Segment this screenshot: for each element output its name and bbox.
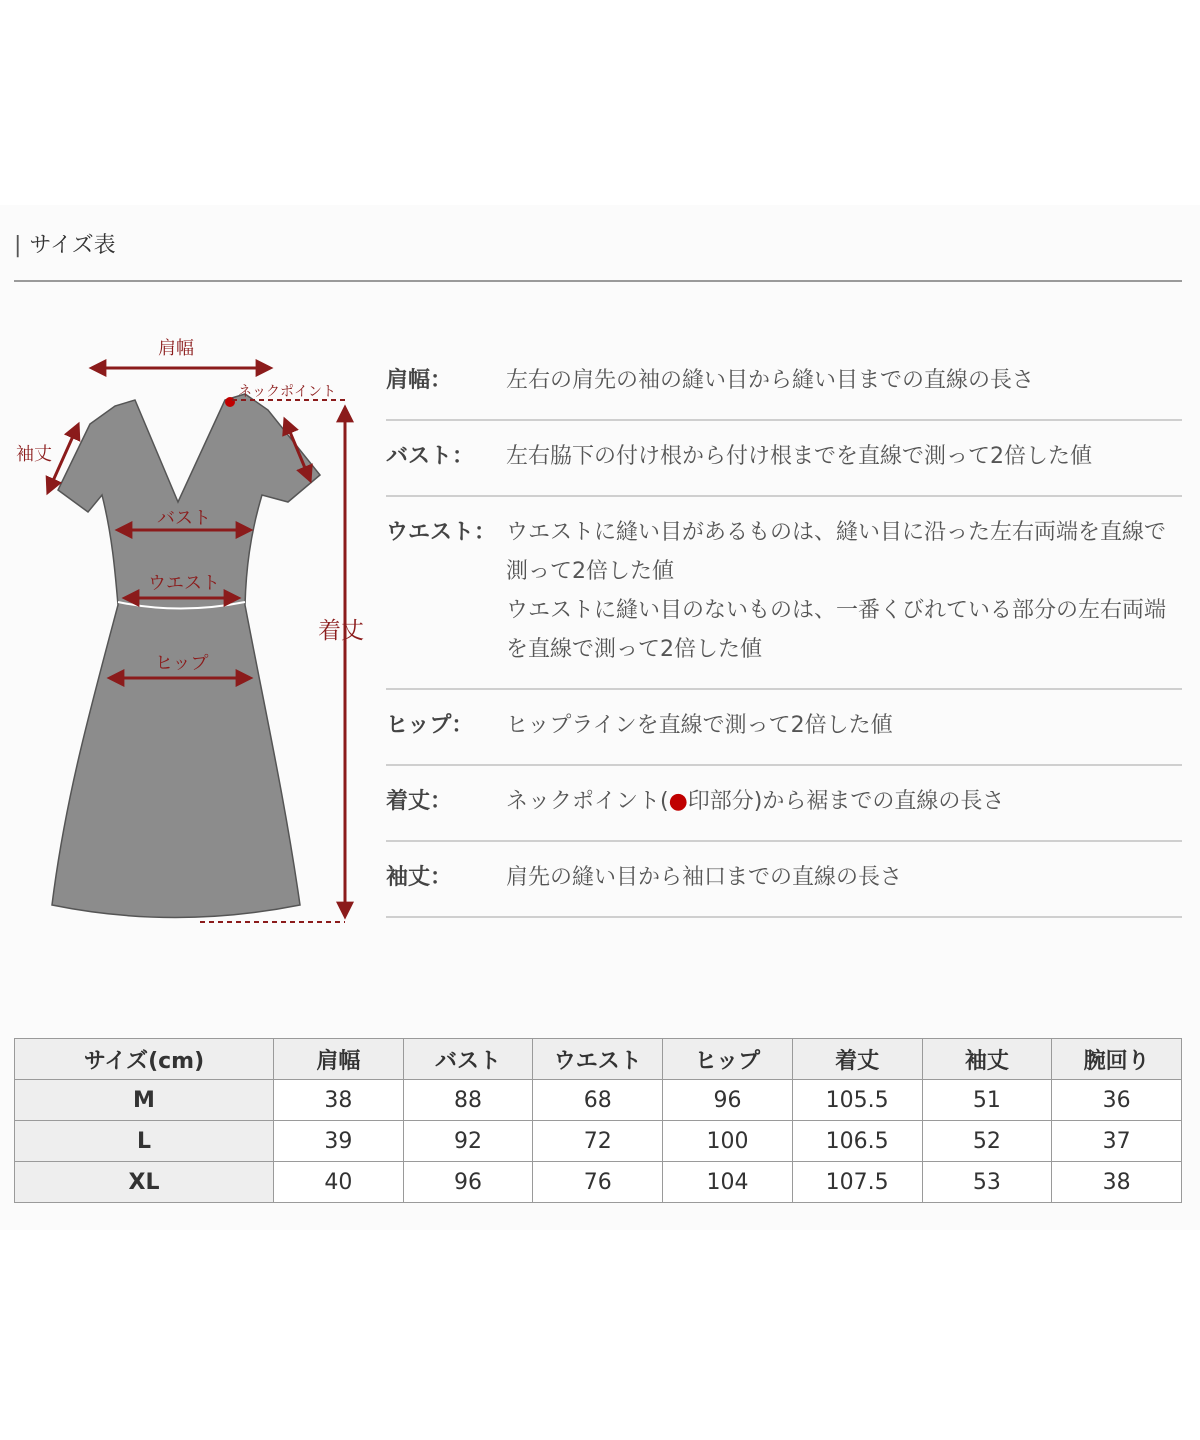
table-header: ヒップ — [663, 1039, 793, 1080]
size-label: L — [15, 1121, 274, 1162]
table-header: 着丈 — [792, 1039, 922, 1080]
table-cell: 53 — [922, 1162, 1052, 1203]
definition-term: 着丈： — [386, 789, 453, 814]
label-waist: ウエスト — [148, 573, 220, 594]
table-header: 肩幅 — [274, 1039, 404, 1080]
table-cell: 100 — [663, 1121, 793, 1162]
table-cell: 72 — [533, 1121, 663, 1162]
definition-hip — [386, 690, 1182, 766]
table-cell: 104 — [663, 1162, 793, 1203]
table-cell: 40 — [274, 1162, 404, 1203]
table-header: 腕回り — [1052, 1039, 1182, 1080]
neck-point-marker-icon: ● — [668, 789, 688, 814]
table-cell: 68 — [533, 1080, 663, 1121]
definition-desc — [506, 706, 1182, 745]
definition-desc — [506, 437, 1182, 476]
definition-text: 左右脇下の付け根から付け根までを直線で測って2倍した値 — [506, 444, 1092, 469]
definition-text: ウエストに縫い目のないものは、一番くびれている部分の左右両端を直線で測って2倍した値 — [506, 598, 1167, 662]
heading-bar: | — [14, 233, 22, 258]
definition-text-after: 印部分)から裾までの直線の長さ — [687, 789, 1005, 814]
definition-text: ヒップラインを直線で測って2倍した値 — [506, 713, 893, 738]
table-cell: 88 — [403, 1080, 533, 1121]
heading-divider — [14, 280, 1182, 282]
measurement-diagram — [0, 320, 380, 940]
table-cell: 38 — [274, 1080, 404, 1121]
definition-desc — [506, 513, 1182, 669]
definition-text: 左右の肩先の袖の縫い目から縫い目までの直線の長さ — [506, 368, 1035, 393]
table-cell: 92 — [403, 1121, 533, 1162]
definition-desc — [506, 361, 1182, 400]
table-cell: 39 — [274, 1121, 404, 1162]
label-hip: ヒップ — [155, 653, 209, 674]
definition-waist — [386, 497, 1182, 690]
size-label: M — [15, 1080, 274, 1121]
definition-text: ウエストに縫い目があるものは、縫い目に沿った左右両端を直線で測って2倍した値 — [506, 520, 1167, 584]
table-row — [15, 1121, 1182, 1162]
label-bust: バスト — [157, 508, 211, 529]
definition-term: バスト： — [386, 444, 475, 469]
definition-sleeve — [386, 842, 1182, 918]
definition-term: 肩幅： — [386, 368, 453, 393]
table-cell: 96 — [403, 1162, 533, 1203]
table-cell: 51 — [922, 1080, 1052, 1121]
definition-desc — [506, 782, 1182, 821]
table-cell: 105.5 — [792, 1080, 922, 1121]
table-cell: 96 — [663, 1080, 793, 1121]
table-header-row — [15, 1039, 1182, 1080]
table-header: サイズ(cm) — [15, 1039, 274, 1080]
table-cell: 37 — [1052, 1121, 1182, 1162]
label-sleeve: 袖丈 — [16, 444, 52, 465]
table-cell: 107.5 — [792, 1162, 922, 1203]
table-header: 袖丈 — [922, 1039, 1052, 1080]
size-table — [14, 1038, 1182, 1203]
table-header: ウエスト — [533, 1039, 663, 1080]
definition-text: 肩先の縫い目から袖口までの直線の長さ — [506, 865, 903, 890]
definition-desc — [506, 858, 1182, 897]
table-cell: 36 — [1052, 1080, 1182, 1121]
table-cell: 76 — [533, 1162, 663, 1203]
definition-term: ウエスト： — [386, 520, 497, 545]
measurement-definitions — [386, 345, 1182, 918]
table-row — [15, 1080, 1182, 1121]
section-heading — [14, 228, 116, 259]
definition-shoulder — [386, 345, 1182, 421]
label-shoulder: 肩幅 — [158, 338, 194, 359]
neck-point-dot — [225, 397, 235, 407]
label-neck-point: ネックポイント — [238, 384, 336, 400]
definition-text-before: ネックポイント( — [506, 789, 669, 814]
label-length: 着丈 — [318, 618, 364, 644]
size-label: XL — [15, 1162, 274, 1203]
definition-length — [386, 766, 1182, 842]
definition-bust — [386, 421, 1182, 497]
page-title: サイズ表 — [29, 233, 116, 258]
definition-text — [506, 782, 1182, 821]
table-cell: 52 — [922, 1121, 1052, 1162]
table-header: バスト — [403, 1039, 533, 1080]
table-cell: 106.5 — [792, 1121, 922, 1162]
table-cell: 38 — [1052, 1162, 1182, 1203]
definition-term: ヒップ： — [386, 713, 474, 738]
definition-term: 袖丈： — [386, 865, 453, 890]
table-row — [15, 1162, 1182, 1203]
